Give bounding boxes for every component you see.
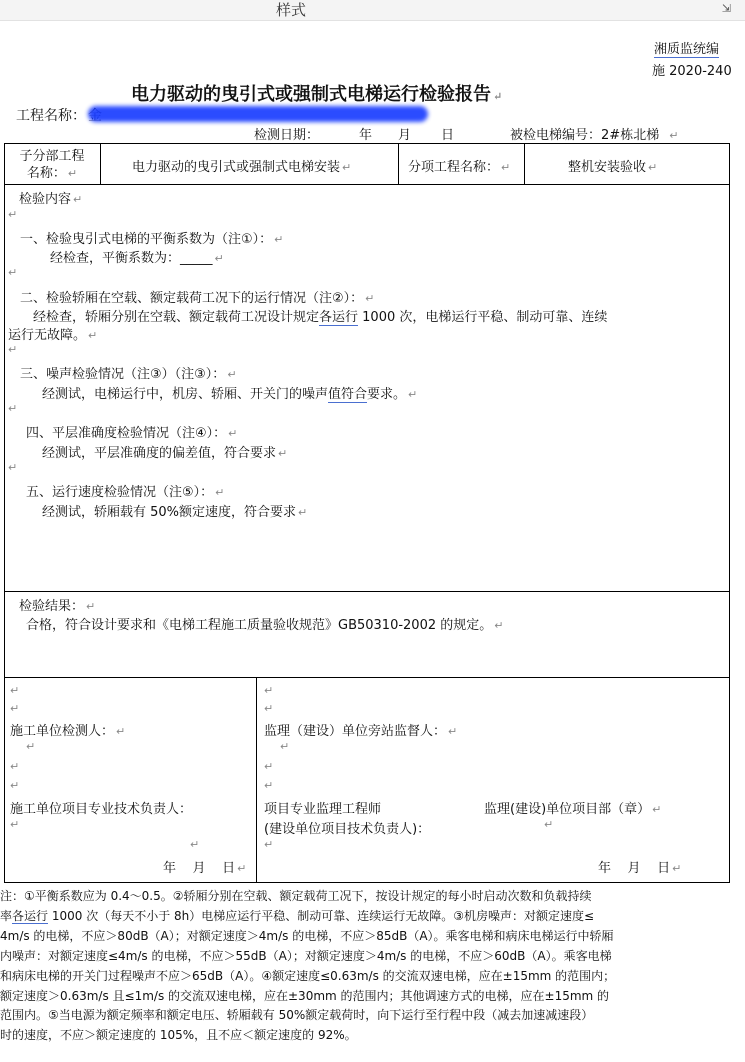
note-line-1: 注：①平衡系数应为 0.4～0.5。②轿厢分别在空载、额定载荷工况下，按设计规定的每小时启动次数和负载持续 bbox=[0, 889, 592, 903]
report-title: 电力驱动的曳引式或强制式电梯运行检验报告 ↵ bbox=[131, 84, 503, 105]
engineer-label-1: 项目专业监理工程师 bbox=[264, 802, 382, 817]
section-2-body-line1: 经检查，轿厢分别在空载、额定载荷工况设计规定各运行 1000 次，电梯运行平稳、制动可靠、连续 bbox=[33, 310, 608, 325]
left-date: 年 月 日 ↵ bbox=[163, 861, 247, 876]
section-5-title: 五、运行速度检验情况（注⑤）： ↵ bbox=[26, 485, 225, 500]
styles-group-bar bbox=[0, 0, 745, 21]
form-code-line2: 施 2020-240 bbox=[652, 64, 732, 79]
elevator-no: 被检电梯编号：2#栋北梯 ↵ bbox=[510, 128, 679, 143]
note-line-7: 范围内。⑤当电源为额定频率和额定电压、轿厢载有 50%额定载荷时，向下运行至行程中段（减去加速减速段） bbox=[0, 1008, 594, 1022]
section-4-body: 经测试，平层准确度的偏差值，符合要求 ↵ bbox=[42, 446, 288, 461]
tech-lead-label: 施工单位项目专业技术负责人： bbox=[10, 802, 193, 817]
section-5-body: 经测试，轿厢载有 50%额定速度，符合要求 ↵ bbox=[42, 505, 308, 520]
test-date-label: 检测日期： bbox=[254, 128, 320, 143]
content-heading: 检验内容 ↵ bbox=[19, 192, 83, 207]
engineer-label-2: (建设单位项目技术负责人)： bbox=[264, 822, 431, 837]
note-line-8: 时的速度，不应＞额定速度的 105%，且不应＜额定速度的 92%。 bbox=[0, 1028, 357, 1042]
redacted-project-name bbox=[88, 106, 428, 122]
section-1-body: 经检查，平衡系数为：_____ ↵ bbox=[50, 251, 224, 266]
section-2-title: 二、检验轿厢在空载、额定载荷工况下的运行情况（注②）： ↵ bbox=[20, 291, 375, 306]
form-code-line1: 湘质监统编 bbox=[654, 42, 720, 57]
supervisor-label: 监理（建设）单位旁站监督人： ↵ bbox=[264, 724, 458, 739]
section-3-title: 三、噪声检验情况（注③）（注③）： ↵ bbox=[20, 367, 237, 382]
section-2-body-line2: 运行无故障。 ↵ bbox=[8, 328, 98, 343]
item-label: 分项工程名称： ↵ bbox=[408, 160, 511, 175]
right-date: 年 月 日 ↵ bbox=[598, 861, 682, 876]
styles-group-title: 样式 bbox=[276, 1, 307, 19]
dialog-launcher-icon[interactable]: ⇲ bbox=[721, 2, 732, 15]
section-3-body: 经测试，电梯运行中，机房、轿厢、开关门的噪声值符合要求。 ↵ bbox=[42, 387, 418, 402]
tester-label: 施工单位检测人： ↵ bbox=[10, 724, 126, 739]
supervision-dept-label: 监理(建设)单位项目部（章） ↵ bbox=[484, 802, 662, 817]
note-line-6: 额定速度＞0.63m/s 且≤1m/s 的交流双速电梯，应在±30mm 的范围内；其他调速方式的电梯，应在±15mm 的 bbox=[0, 989, 610, 1003]
test-date-month: 月 bbox=[398, 128, 412, 143]
result-body: 合格，符合设计要求和《电梯工程施工质量验收规范》GB50310-2002 的规定。 ↵ bbox=[26, 618, 504, 633]
test-date-day: 日 bbox=[441, 128, 455, 143]
note-line-3: 4m/s 的电梯，不应＞80dB（A）；对额定速度＞4m/s 的电梯，不应＞85dB（A）。乘客电梯和病床电梯运行中轿厢 bbox=[0, 929, 614, 943]
note-line-5: 和病床电梯的开关门过程噪声不应＞65dB（A）。④额定速度≤0.63m/s 的交流双速电梯，应在±15mm 的范围内； bbox=[0, 969, 616, 983]
project-name-label: 工程名称： bbox=[16, 108, 86, 124]
section-1-title: 一、检验曳引式电梯的平衡系数为（注①）： ↵ bbox=[20, 232, 284, 247]
note-line-2: 率各运行 1000 次（每天不小于 8h）电梯应运行平稳、制动可靠、连续运行无故障。③机房噪声：对额定速度≤ bbox=[0, 909, 595, 923]
section-4-title: 四、平层准确度检验情况（注④）： ↵ bbox=[26, 426, 238, 441]
test-date-year: 年 bbox=[359, 128, 373, 143]
note-line-4: 内噪声：对额定速度≤4m/s 的电梯，不应＞55dB（A）；对额定速度＞4m/s 的电梯，不应＞60dB（A）。乘客电梯 bbox=[0, 949, 612, 963]
item-value: 整机安装验收 ↵ bbox=[568, 160, 658, 175]
sub-project-label: 子分部工程 名称： ↵ bbox=[19, 149, 85, 181]
result-heading: 检验结果： ↵ bbox=[19, 599, 96, 614]
sub-project-value: 电力驱动的曳引式或强制式电梯安装 ↵ bbox=[132, 160, 352, 175]
